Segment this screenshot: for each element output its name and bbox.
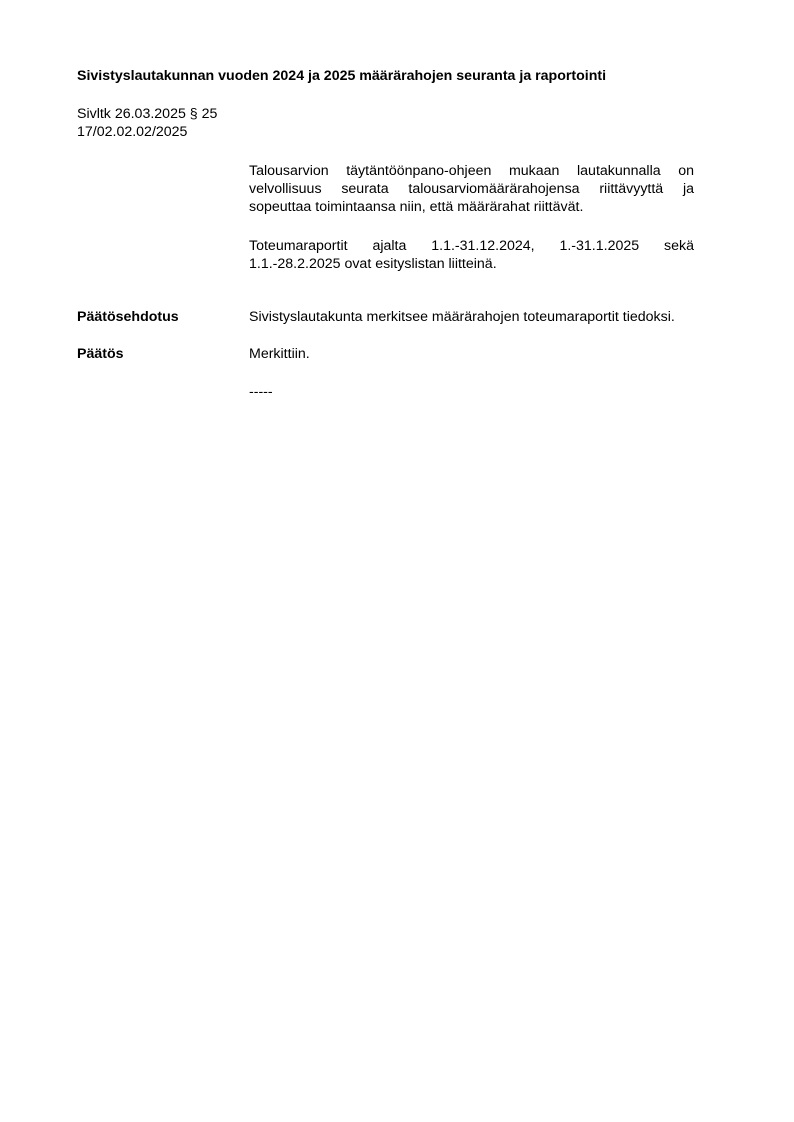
proposal-text: Sivistyslautakunta merkitsee määrärahojen toteumaraportit tiedoksi. — [249, 309, 675, 325]
record-number: 17/02.02.02/2025 — [77, 124, 188, 140]
document-title: Sivistyslautakunnan vuoden 2024 ja 2025 määrärahojen seuranta ja raportointi — [77, 68, 607, 84]
end-marker: ----- — [249, 384, 273, 400]
proposal-label: Päätösehdotus — [77, 309, 179, 325]
background-paragraph: Talousarvion täytäntöönpano-ohjeen mukaan lautakunnalla on velvollisuus seurata talousarviomäärärahojensa riittävyyttä ja sopeuttaa toimintaansa niin, että määrärahat riittävät. — [249, 163, 694, 215]
attachments-paragraph: Toteumaraportit ajalta 1.1.-31.12.2024, 1.-31.1.2025 sekä 1.1.-28.2.2025 ovat esityslistan liitteinä. — [249, 238, 694, 272]
meeting-reference: Sivltk 26.03.2025 § 25 — [77, 106, 218, 122]
decision-label: Päätös — [77, 346, 124, 362]
decision-text: Merkittiin. — [249, 346, 310, 362]
